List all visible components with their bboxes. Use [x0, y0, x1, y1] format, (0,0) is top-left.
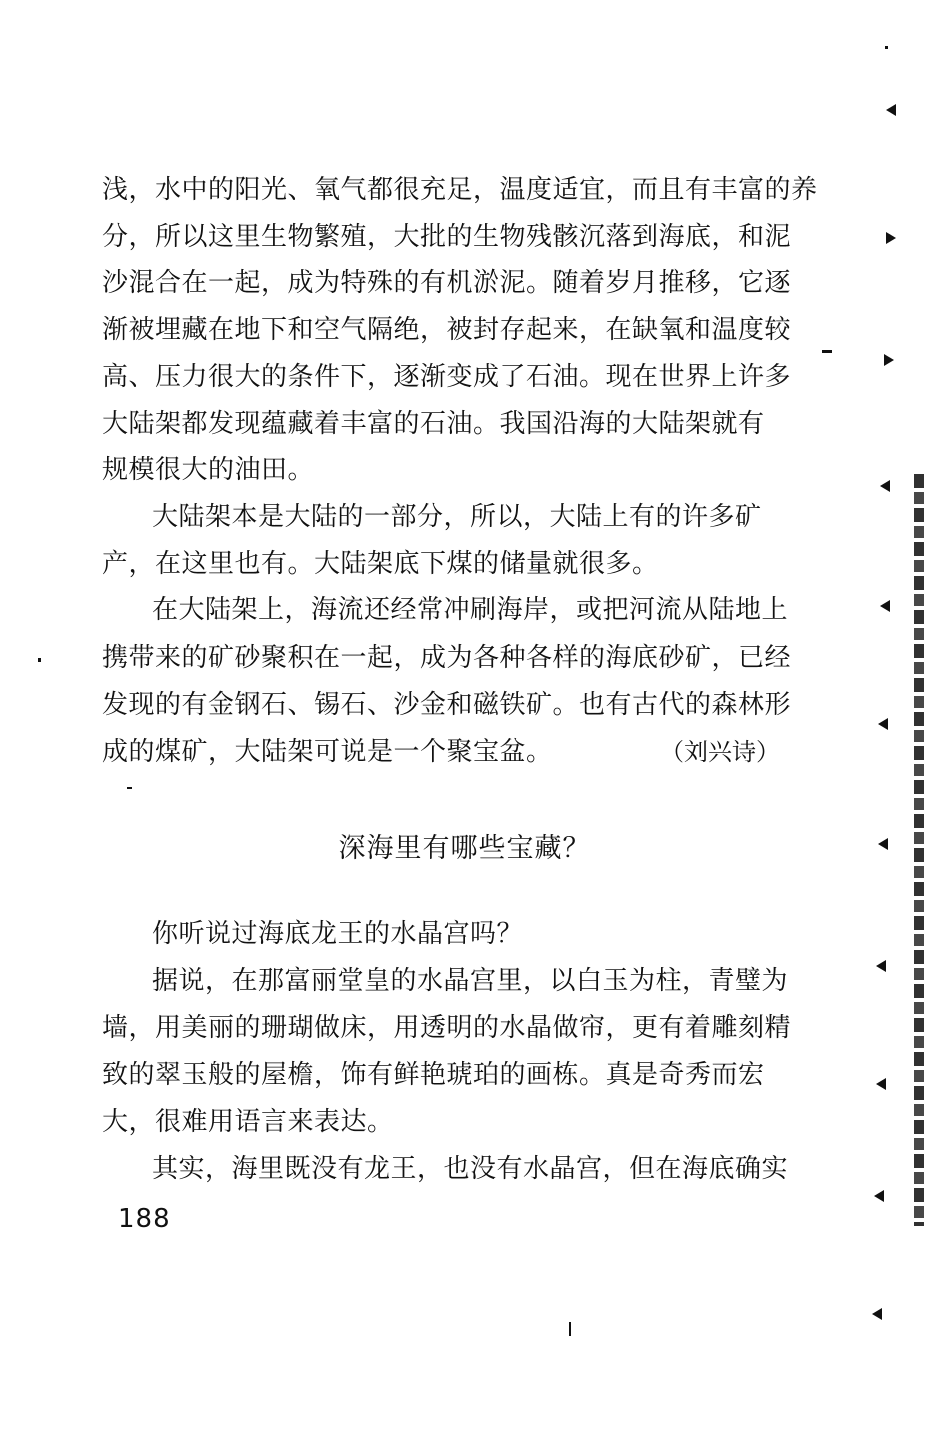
scan-mark — [872, 1308, 882, 1320]
scan-mark — [886, 104, 896, 116]
body-line: 沙混合在一起，成为特殊的有机淤泥。随着岁月推移，它逐 — [102, 268, 792, 298]
body-line: 致的翠玉般的屋檐，饰有鲜艳琥珀的画栋。真是奇秀而宏 — [102, 1060, 765, 1090]
author-credit: （刘兴诗） — [660, 738, 780, 766]
body-line: 大陆架本是大陆的一部分，所以，大陆上有的许多矿 — [152, 502, 762, 532]
body-line: 高、压力很大的条件下，逐渐变成了石油。现在世界上许多 — [102, 362, 792, 392]
scan-mark — [878, 838, 888, 850]
body-line: 规模很大的油田。 — [102, 455, 315, 485]
section-title: 深海里有哪些宝藏？ — [338, 833, 591, 864]
body-line: 分，所以这里生物繁殖，大批的生物残骸沉落到海底，和泥 — [102, 222, 792, 252]
scan-mark — [880, 480, 890, 492]
body-line: 浅，水中的阳光、氧气都很充足，温度适宜，而且有丰富的养 — [102, 175, 818, 205]
body-line: 你听说过海底龙王的水晶宫吗？ — [152, 919, 524, 949]
scan-speck — [127, 787, 132, 789]
scan-mark — [876, 960, 886, 972]
page-number: 188 — [118, 1204, 171, 1234]
body-line: 大陆架都发现蕴藏着丰富的石油。我国沿海的大陆架就有 — [102, 409, 765, 439]
body-line: 其实，海里既没有龙王，也没有水晶宫，但在海底确实 — [152, 1154, 789, 1184]
scan-mark — [880, 600, 890, 612]
body-line: 墙，用美丽的珊瑚做床，用透明的水晶做帘，更有着雕刻精 — [102, 1013, 792, 1043]
scan-mark — [886, 232, 896, 244]
body-line: 据说，在那富丽堂皇的水晶宫里，以白玉为柱，青璧为 — [152, 966, 789, 996]
scan-mark — [884, 354, 894, 366]
body-line: 携带来的矿砂聚积在一起，成为各种各样的海底砂矿，已经 — [102, 643, 792, 673]
scan-mark — [874, 1190, 884, 1202]
body-line: 大，很难用语言来表达。 — [102, 1107, 394, 1137]
binding-edge — [914, 474, 924, 1226]
scan-mark — [878, 718, 888, 730]
body-line: 在大陆架上，海流还经常冲刷海岸，或把河流从陆地上 — [152, 595, 789, 625]
scan-speck — [569, 1322, 571, 1336]
scan-mark — [876, 1078, 886, 1090]
scan-speck — [822, 350, 832, 353]
body-line: 发现的有金钢石、锡石、沙金和磁铁矿。也有古代的森林形 — [102, 690, 792, 720]
body-line: 渐被埋藏在地下和空气隔绝，被封存起来，在缺氧和温度较 — [102, 315, 792, 345]
scan-speck — [38, 658, 41, 662]
body-line: 产，在这里也有。大陆架底下煤的储量就很多。 — [102, 549, 659, 579]
body-line: 成的煤矿，大陆架可说是一个聚宝盆。 — [102, 737, 553, 767]
scan-speck — [885, 46, 888, 49]
